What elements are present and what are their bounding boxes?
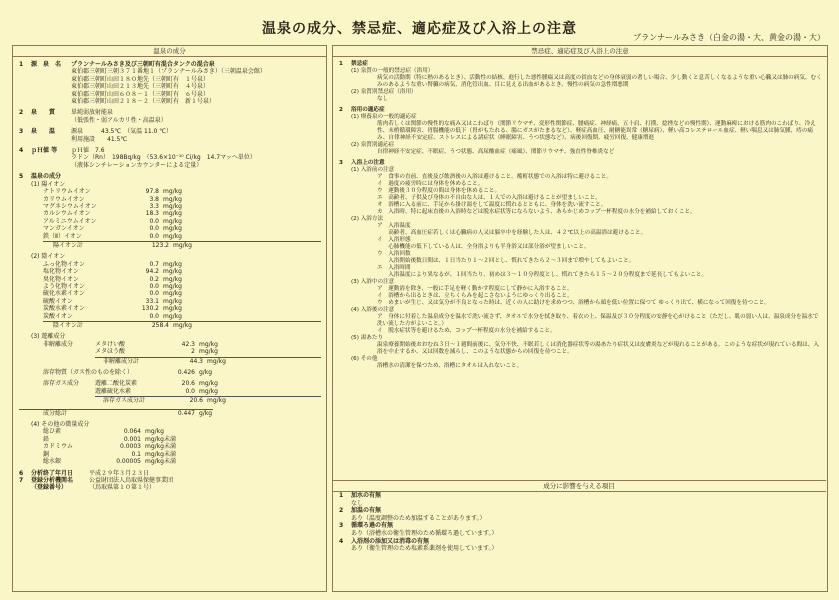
- source-addresses: 東伯郡三朝町三朝３７１番地１（プランナールみさき）（三朝温泉会館） 東伯郡三朝町山田１８０地先（三朝町有 １号泉） 東伯郡三朝町山田２１３地先（三朝町有 ４号泉） 東伯郡三朝町山田６０８－１（三朝町有 ６号泉） 東伯郡三朝町山田２１８－２（三朝町有 新１号泉）: [71, 68, 266, 106]
- cation-title: (1) 陽イオン: [31, 180, 66, 188]
- table-row: 炭酸イオン 0.0 mg/kg: [43, 312, 182, 320]
- table-row: アルミニウムイオン 0.0 mg/kg: [43, 217, 182, 225]
- cation-list: [19, 188, 321, 249]
- nonvolatile-block: 非解離成分 メタけい酸 42.3 mg/kg メタほう酸 2 mg/kg 非解離成分計 44.3 mg/kg: [19, 341, 321, 365]
- table-row: 総水銀 0.00005 mg/kg未満: [43, 458, 176, 466]
- table-row: 鉛 0.001 mg/kg未満: [43, 435, 176, 443]
- table-row: 銅 0.1 mg/kg未満: [43, 450, 176, 458]
- anion-total-row: 陰イオン計 258.4 mg/kg: [43, 321, 321, 329]
- table-row: 硫酸イオン 33.1 mg/kg: [43, 297, 182, 305]
- table-row: 臭化物イオン 0.2 mg/kg: [43, 275, 182, 283]
- trace-title: (4) その他の微量成分: [31, 421, 90, 429]
- affecting-items-header: 成分に影響を与える項目: [332, 480, 826, 492]
- registration-row: （登録番号） （鳥取県第１０第１号）: [31, 484, 156, 492]
- precautions-header: 禁忌症、適応症及び入浴上の注意: [333, 46, 827, 57]
- trace-list: [19, 428, 321, 465]
- composition-panel: [12, 45, 327, 592]
- analysis-org-row: 7 登録分析機関名 公益財団法人鳥取県保健事業団: [19, 476, 174, 484]
- after-bath-list: ア 身体に付着した温泉成分を温水で洗い流さず、タオルで水分を拭き取り、着衣の上、保温及び３０分程度の安静を心がけること（ただし、肌の弱い人は、温泉成分を温水で洗い流した方がよいこと。） イ 脱水症状等を避けるため、コップ一杯程度の水分を補給すること。: [377, 314, 819, 334]
- total-row: 成分総計 0.447 g/kg: [19, 409, 213, 417]
- page-title: 温泉の成分、禁忌症、適応症及び入浴上の注意: [262, 21, 577, 37]
- general-contraindications: 病気の活動期（特に熱のあるとき）、活動性の結核、進行した悪性腫瘍又は高度の貧血などの身体衰弱の著しい場合、少し動くと息苦しくなるような重い心臓又は肺の病気、むくみのあるような重い腎臓の病気、消化管出血、目に見える出血があるとき、慢性の病気の急性増悪期: [377, 75, 822, 88]
- precautions-panel: [332, 45, 828, 592]
- table-row: カリウムイオン 3.8 mg/kg: [43, 195, 182, 203]
- gas-block: 溶存ガス成分 遊離二酸化炭素 20.6 mg/kg 遊離硫化水素 0.0 mg/kg 溶存ガス成分計 20.6 mg/kg: [19, 380, 321, 404]
- anion-title: (2) 陰イオン: [31, 253, 66, 261]
- facility-name: プランナールみさき（白金の湯・大、黄金の湯・大）: [633, 33, 825, 42]
- quality-row: 2 泉 質 単純弱放射能泉: [19, 109, 114, 117]
- temperature-row: 3 泉 温 源泉 43.5℃ （気温 11.0 ℃）: [19, 128, 173, 136]
- precautions-body: 1 禁忌症 (1) 泉質の一般的禁忌症（浴用） 病気の活動期（特に熱のあるとき）、活動性の結核、進行した悪性腫瘍又は高度の貧血などの身体衰弱の著しい場合、少し動くと息苦しくなるような重い心臓又は肺の病気、むくみのあるような重い腎臓の病気、消化管出血、目に見える出血があるとき、慢性の病気の急性増悪期 (2) 泉質別禁忌症（浴用） なし 2 浴用の適応症 (1) 療養泉の一般的適応症 筋肉若しくは関節の慢性的な痛み又はこわばり（関節リウマチ、変形性関節症、腰痛症、神経痛、五十肩、打撲、捻挫などの慢性期）、運動麻痺における筋肉のこわばり、冷え性、末梢循環障害、胃腸機能の低下（胃がもたれる、腸にガスがたまるなど）、軽症高血圧、耐糖能異常（糖尿病）、軽い高コレステロール血症、軽い喘息又は肺気腫、痔の痛み、自律神経不安定症、ストレスによる諸症状（睡眠障害、うつ状態など）、病後回復期、疲労回復、健康増進 (2) 泉質別適応症 自律神経不安定症、不眠症、うつ状態、高尿酸血症（痛風）、関節リウマチ、強直性脊椎炎など 3 入浴上の注意 (1) 入浴前の注意 ア 食事の直前、直後及び飲酒後の入浴は避けること。酩酊状態での入浴は特に避けること。 イ 過度の疲労時には身体を休めること。 ウ 運動後３０分程度の間は身体を休めること。 エ 高齢者、子供及び身体の不自由な人は、１人での入浴は避けることが望ましいこと。 オ 浴槽に入る前に、手足から掛け湯をして温度に慣れるとともに、身体を洗い流すこと。 カ 入浴時、特に起床直後の入浴時などは脱水症状等にならないよう、あらかじめコップ一杯程度の水分を補給しておくこと。 (2) 入浴方法 ア 入浴温度 高齢者、高血圧症若しくは心臓病の人又は脳卒中を経験した人は、４２℃以上の高温浴は避けること。 イ 入浴形態 心肺機能の低下している人は、全身浴よりも半身浴又は部分浴が望ましいこと。 ウ 入浴回数 入浴開始後数日間は、１日当たり１～２回とし、慣れてきたら２～３回まで増やしてもよいこと。 エ 入浴時間 入浴温度により異なるが、１回当たり、初めは３～１０分程度とし、慣れてきたら１５～２０分程度まで延長してもよいこと。 (3) 入浴中の注意 ア 運動浴を除き、一般に手足を軽く動かす程度にして静かに入浴すること。 イ 浴槽から出るときは、立ちくらみを起こさないようにゆっくり出ること。 ウ めまいが生じ、又は気分が不良となった時は、近くの人に助けを求めつつ、浴槽から頭を低い位置に保つて ゆっくり出て、横になって回復を待つこと。 (4) 入浴後の注意 ア 身体に付着した温泉成分を温水で洗い流さず、タオルで水分を拭き取り、着衣の上、保温及び３０分程度の安静を心がけること（ただし、肌の弱い人は、温泉成分を温水で洗い流した方がよいこと。） イ 脱水症状等を避けるため、コップ一杯程度の水分を補給すること。 (5) 湯あたり 温泉療養開始後おおむね３日～１週間前後に、気分不快、不眠若しくは消化器症状等の湯あたり症状又は皮膚炎などが現れることがある。このような症状が現れている間は、入浴を中止するか、又は回数を減らし、このような状態からの回復を待つこと。 (6) その他 浴槽水の清潔を保つため、浴槽にタオルは入れないこと。: [339, 61, 822, 369]
- components-title: 5 温泉の成分: [19, 173, 62, 181]
- during-bath-list: ア 運動浴を除き、一般に手足を軽く動かす程度にして静かに入浴すること。 イ 浴槽から出るときは、立ちくらみを起こさないようにゆっくり出ること。 ウ めまいが生じ、又は気分が不良となった時は、近くの人に助けを求めつつ、浴槽から頭を低い位置に保つて ゆっくり出て、横になって回復を待つこと。: [377, 286, 770, 306]
- table-row: 塩化物イオン 94.2 mg/kg: [43, 268, 182, 276]
- bath-method-list: ア 入浴温度 高齢者、高血圧症若しくは心臓病の人又は脳卒中を経験した人は、４２℃以上の高温浴は避けること。 イ 入浴形態 心肺機能の低下している人は、全身浴よりも半身浴又は部分浴が望ましいこと。 ウ 入浴回数 入浴開始後数日間は、１日当たり１～２回とし、慣れてきたら２～３回まで増やしてもよいこと。 エ 入浴時間 入浴温度により異なるが、１回当たり、初めは３～１０分程度とし、慣れてきたら１５～２０分程度まで延長してもよいこと。: [377, 223, 708, 278]
- composition-header: 温泉の成分: [13, 46, 326, 57]
- composition-body: 1 源 泉 名 プランナールみさき及び三朝町有混合タンクの混合泉 東伯郡三朝町三朝３７１番地１（プランナールみさき）（三朝温泉会館） 東伯郡三朝町山田１８０地先（三朝町有 １号泉） 東伯郡三朝町山田２１３地先（三朝町有 ４号泉） 東伯郡三朝町山田６０８－１（三朝町有 ６号泉） 東伯郡三朝町山田２１８－２（三朝町有 新１号泉） 2 泉 質 単純弱放射能泉 （低張性・弱アルカリ性・高温泉） 3 泉 温 源泉 43.5℃ （気温 11.0 ℃） 利用施設 41.5℃ 4 ｐＨ値 等 ｐＨ値 7.6 ラドン（Rn） 198Bq/kg （53.6×10⁻¹⁰ Ci/kg 14.7マッヘ単位） （液体シンチレーションカウンターによる定量） 5 温泉の成分 (1) 陽イオン ナトリウムイオン 97.8 mg/kg カリウムイオン 3.8 mg/kg マグネシウムイオン 3.3 mg/kg カルシウムイオン 18.3 mg/kg アルミニウムイオン 0.0 mg/kg マンガンイオン 0.0 mg/kg 鉄（Ⅱ）イオン 0.0 mg/kg 陽イオン計 123.2 mg/kg (2) 陰イオン ふっ化物イオン 0.7 mg/kg 塩化物イオン 94.2 mg/kg 臭化物イオン 0.2 mg/kg よう化物イオン 0.0 mg/kg 硫化水素イオン 0.0 mg/kg 硫酸イオン 33.1 mg/kg 炭酸水素イオン 130.2 mg/kg 炭酸イオン 0.0 mg/kg 陰イオン計 258.4 mg/kg (3) 遊離成分 非解離成分 メタけい酸 42.3 mg/kg メタほう酸 2 mg/kg 非解離成分計 44.3 mg/kg 溶存物質（ガス性のものを除く） 0.426 g/kg 溶存ガス成分 遊離二酸化炭素 20.6 mg/kg 遊離硫化水素 0.0 mg/kg 溶存ガス成分計 20.6 mg/kg 成分総計 0.447 g/kg (4) その他の微量成分 総ひ素 0.064 mg/kg 鉛 0.001 mg/kg未満 カドミウム 0.0003 mg/kg未満 銅 0.1 mg/kg未満 総水銀 0.00005 mg/kg未満 6 分析終了年月日 平成２９年３月２３日 7 登録分析機関名 公益財団法人鳥取県保健事業団 （登録番号） （鳥取県第１０第１号）: [13, 57, 326, 492]
- table-row: ナトリウムイオン 97.8 mg/kg: [43, 188, 182, 196]
- table-row: カドミウム 0.0003 mg/kg未満: [43, 443, 176, 451]
- table-row: よう化物イオン 0.0 mg/kg: [43, 282, 182, 290]
- analysis-date-row: 6 分析終了年月日 平成２９年３月２３日: [19, 469, 150, 477]
- table-row: 炭酸水素イオン 130.2 mg/kg: [43, 305, 182, 313]
- table-row: 鉄（Ⅱ）イオン 0.0 mg/kg: [43, 232, 182, 240]
- dissolved-row: 溶存物質（ガス性のものを除く） 0.426 g/kg: [43, 369, 213, 377]
- table-row: 硫化水素イオン 0.0 mg/kg: [43, 290, 182, 298]
- cation-total-row: 陽イオン計 123.2 mg/kg: [43, 241, 321, 249]
- before-bath-list: ア 食事の直前、直後及び飲酒後の入浴は避けること。酩酊状態での入浴は特に避けること。 イ 過度の疲労時には身体を休めること。 ウ 運動後３０分程度の間は身体を休めること。 エ 高齢者、子供及び身体の不自由な人は、１人での入浴は避けることが望ましいこと。 オ 浴槽に入る前に、手足から掛け湯をして温度に慣れるとともに、身体を洗い流すこと。 カ 入浴時、特に起床直後の入浴時などは脱水症状等にならないよう、あらかじめコップ一杯程度の水分を補給しておくこと。: [377, 174, 696, 215]
- table-row: マンガンイオン 0.0 mg/kg: [43, 225, 182, 233]
- table-row: 総ひ素 0.064 mg/kg: [43, 428, 164, 436]
- affecting-items-list: 1 加水の有無 なし 2 加温の有無 あり（温度調整のため加温することがあります。） 3 循環ろ過の有無 あり（浴槽水の衛生管理のため循環ろ過しています。） 4 入浴剤の添加又は消毒の有無 あり（衛生管理のため塩素系薬剤を使用しています。）: [339, 492, 498, 553]
- ph-row: 4 ｐＨ値 等 ｐＨ値 7.6: [19, 147, 105, 155]
- table-row: ふっ化物イオン 0.7 mg/kg: [43, 260, 182, 268]
- table-row: カルシウムイオン 18.3 mg/kg: [43, 210, 182, 218]
- source-row: 1 源 泉 名 プランナールみさき及び三朝町有混合タンクの混合泉: [19, 61, 215, 68]
- undissociated-title: (3) 遊離成分: [31, 333, 66, 341]
- table-row: マグネシウムイオン 3.3 mg/kg: [43, 202, 182, 210]
- anion-list: [19, 261, 321, 330]
- general-indications: 筋肉若しくは関節の慢性的な痛み又はこわばり（関節リウマチ、変形性関節症、腰痛症、神経痛、五十肩、打撲、捻挫などの慢性期）、運動麻痺における筋肉のこわばり、冷え性、末梢循環障害、胃腸機能の低下（胃がもたれる、腸にガスがたまるなど）、軽症高血圧、耐糖能異常（糖尿病）、軽い高コレステロール血症、軽い喘息又は肺気腫、痔の痛み、自律神経不安定症、ストレスによる諸症状（睡眠障害、うつ状態など）、病後回復期、疲労回復、健康増進: [377, 121, 816, 141]
